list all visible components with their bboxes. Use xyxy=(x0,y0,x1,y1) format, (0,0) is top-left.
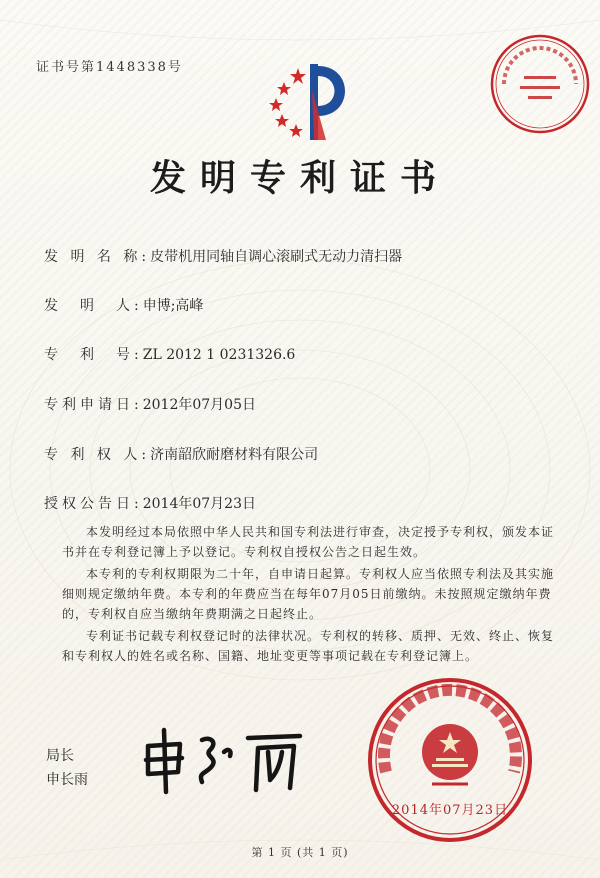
application-date-field xyxy=(44,394,256,414)
patentee-field xyxy=(44,444,318,464)
inventor-field xyxy=(44,295,203,315)
patent-number-field xyxy=(44,344,295,364)
field-value: 济南韶欣耐磨材料有限公司 xyxy=(150,447,319,463)
field-label: 授权公告日: xyxy=(44,496,143,512)
signer-block xyxy=(46,744,88,792)
certificate-title: 发明专利证书 xyxy=(149,157,450,199)
page-footer: 第 1 页 (共 1 页) xyxy=(251,846,349,859)
handwritten-signature xyxy=(140,726,310,796)
field-value: 皮带机用同轴自调心滚刷式无动力清扫器 xyxy=(150,249,403,265)
field-value: 2014年07月23日 xyxy=(142,496,256,512)
field-label: 发 明 人: xyxy=(44,298,143,314)
official-seal xyxy=(366,676,534,844)
field-label: 专 利 权 人: xyxy=(44,447,151,463)
invention-name-field xyxy=(44,246,402,266)
paragraph-3: 专利证书记载专利权登记时的法律状况。专利权的转移、质押、无效、终止、恢复和专利权人的姓名或名称、国籍、地址变更等事项记载在专利登记簿上。 xyxy=(62,629,555,663)
field-value: 2012年07月05日 xyxy=(142,397,256,413)
field-label: 专 利 号: xyxy=(44,347,143,363)
patent-office-logo-icon xyxy=(262,60,352,144)
grant-date-field xyxy=(44,493,256,513)
field-label: 专利申请日: xyxy=(44,397,143,413)
field-label: 发 明 名 称: xyxy=(44,249,151,265)
signer-name: 申长雨 xyxy=(46,772,88,788)
seal-date: 2014年07月23日 xyxy=(391,803,509,818)
revenue-stamp-seal xyxy=(484,28,596,140)
certificate-number: 证书号第1448338号 xyxy=(36,60,183,75)
field-value: 申博;高峰 xyxy=(142,298,204,314)
paragraph-1: 本发明经过本局依照中华人民共和国专利法进行审查，决定授予专利权，颁发本证书并在专利登记簿上予以登记。专利权自授权公告之日起生效。 xyxy=(62,525,555,559)
field-value: ZL 2012 1 0231326.6 xyxy=(142,347,296,363)
signer-title: 局长 xyxy=(46,748,74,764)
paragraph-2: 本专利的专利权期限为二十年，自申请日起算。专利权人应当依照专利法及其实施细则规定缴纳年费。本专利的年费应当在每年07月05日前缴纳。未按照规定缴纳年费的，专利权自应当缴纳年费期满之日起终止。 xyxy=(62,567,555,621)
